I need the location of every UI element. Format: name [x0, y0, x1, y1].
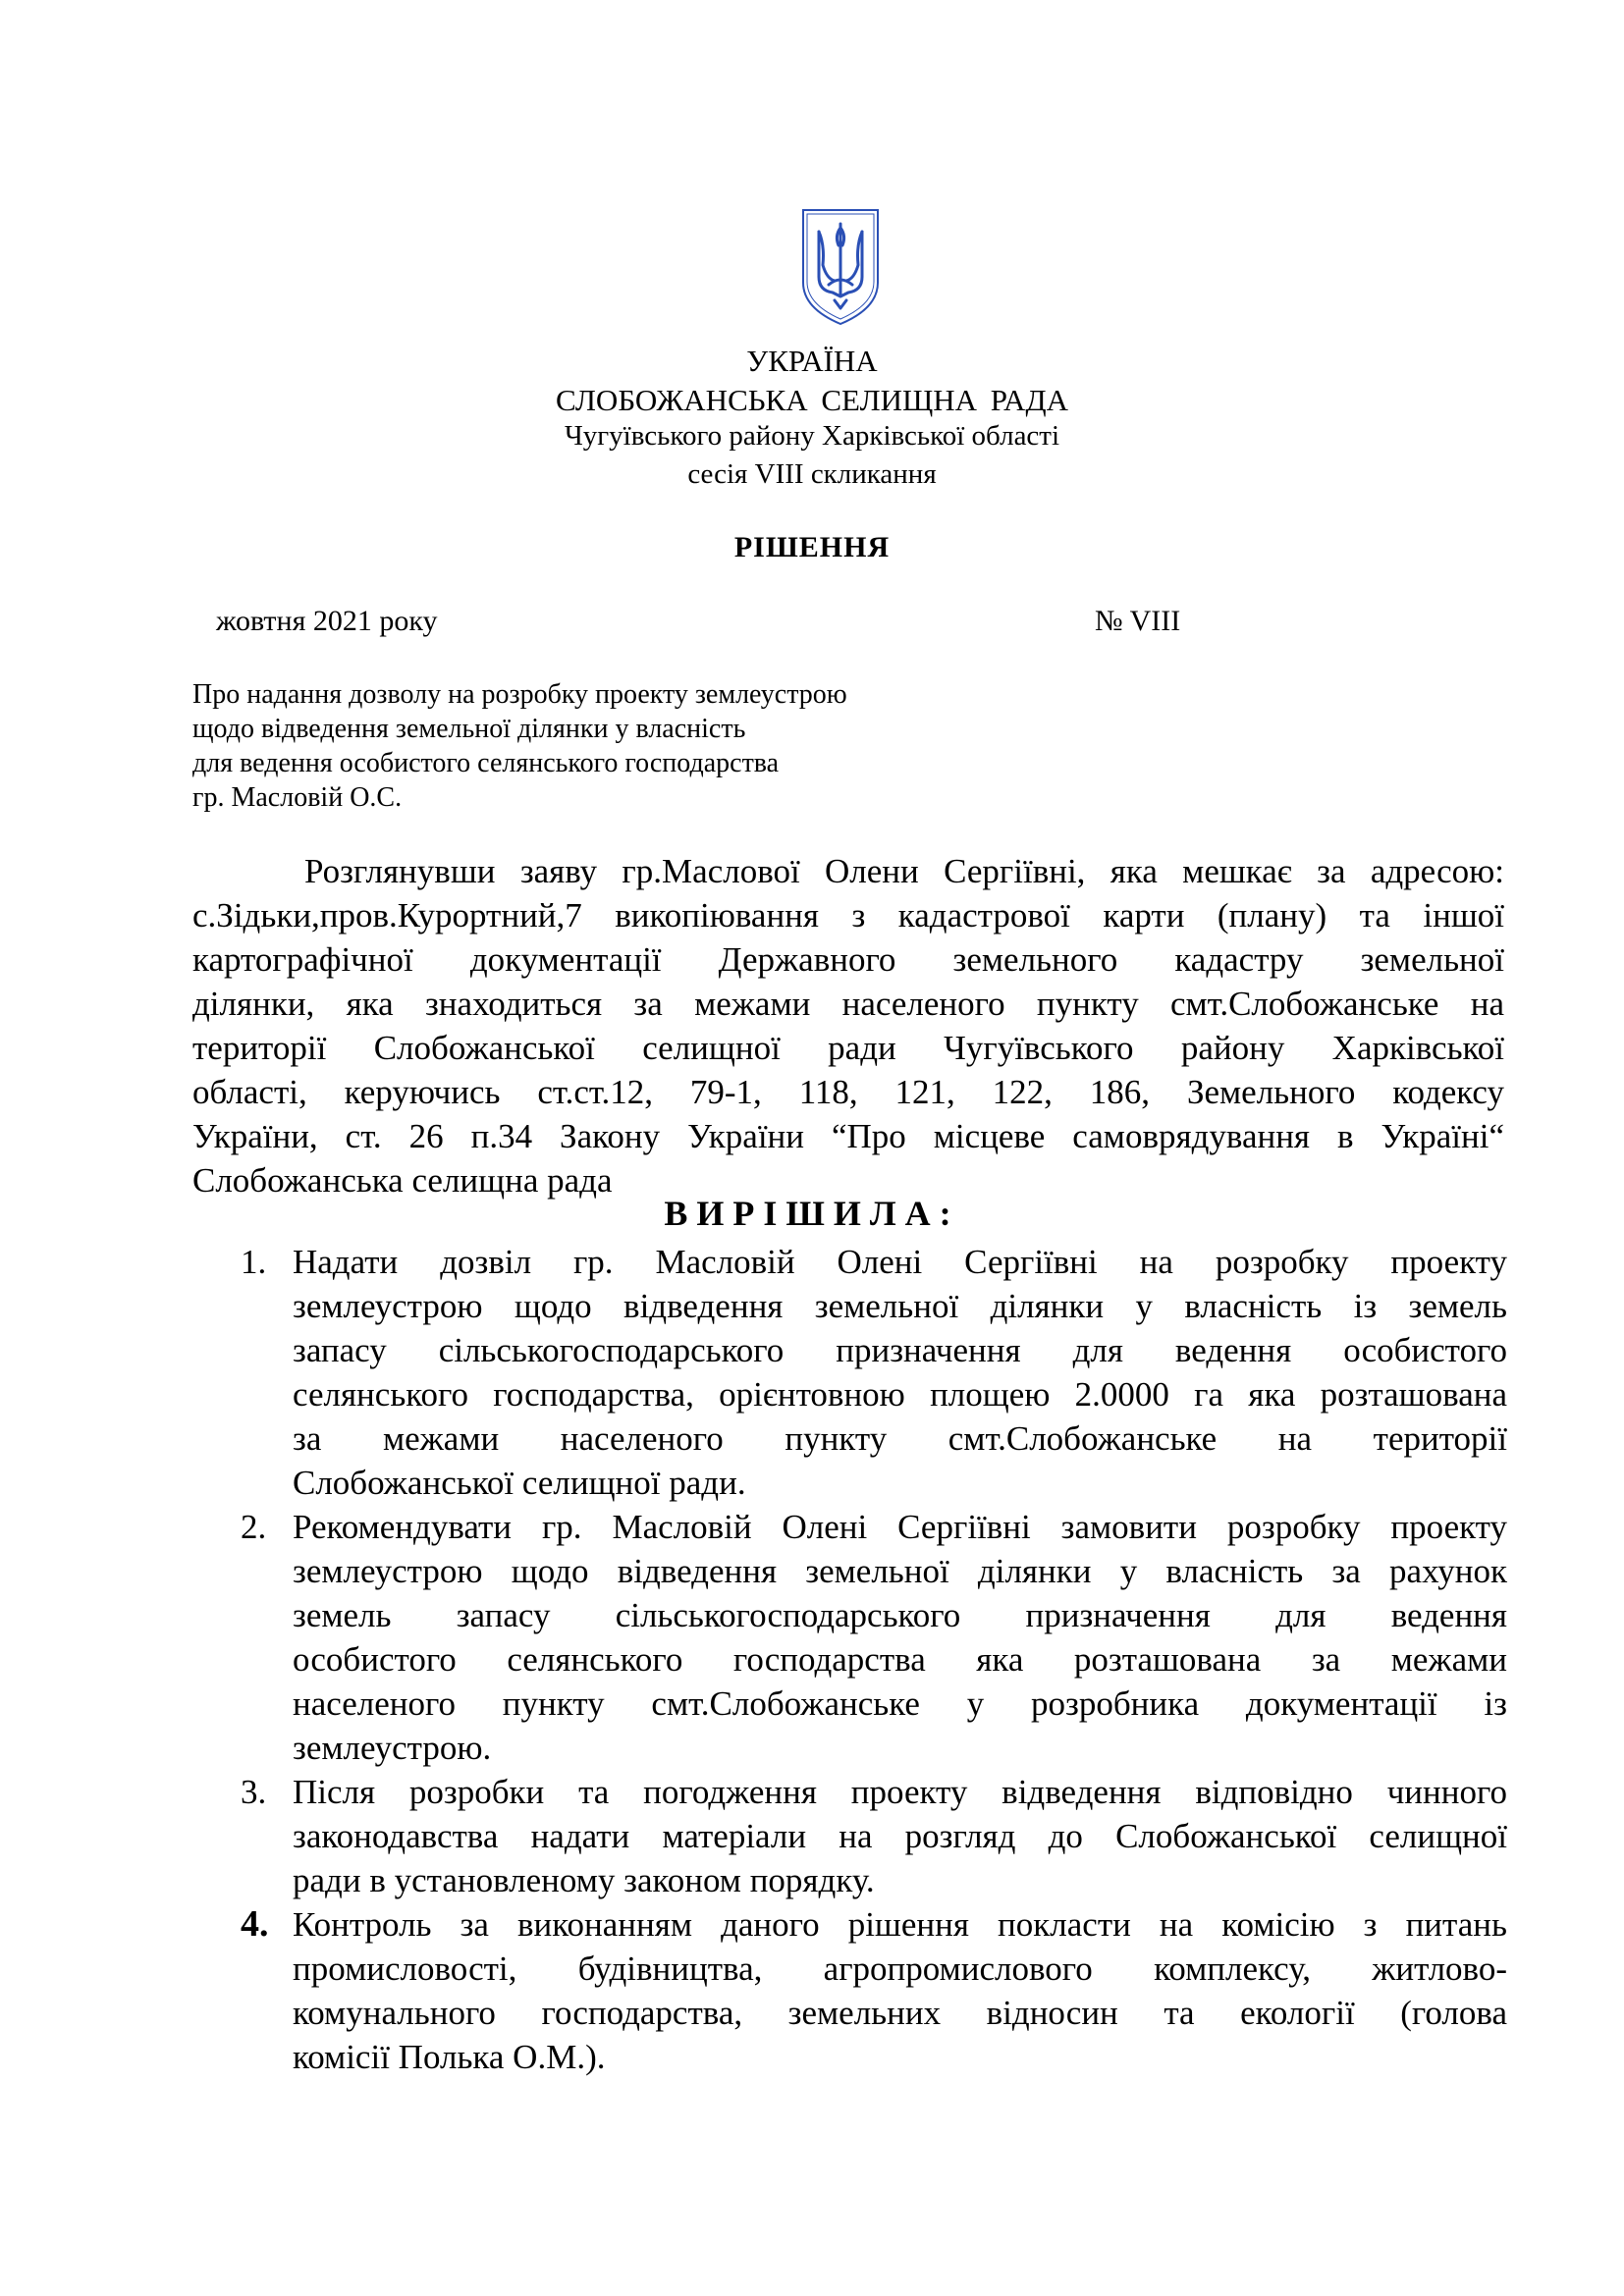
preamble-line: області, керуючись ст.ст.12, 79-1, 118, 121, 122, 186, Земельного кодексу: [192, 1073, 1504, 1111]
decision-item-1: [241, 1240, 1507, 1505]
preamble-line: картографічної документації Державного земельного кадастру земельної: [192, 940, 1504, 979]
item-line: Після розробки та погодження проекту відведення відповідно чинного: [293, 1773, 1507, 1811]
item-line: землеустрою щодо відведення земельної ділянки у власність за рахунок: [293, 1552, 1507, 1590]
subject-line: щодо відведення земельної ділянки у власність: [192, 714, 746, 744]
item-number: 4.: [241, 1903, 269, 1945]
item-line: комунального господарства, земельних відносин та екології (голова: [293, 1994, 1507, 2032]
subject-line: Про надання дозволу на розробку проекту землеустрою: [192, 679, 847, 710]
decision-subject: [192, 677, 1076, 815]
item-line: Контроль за виконанням даного рішення покласти на комісію з питань: [293, 1905, 1507, 1944]
preamble-paragraph: [192, 849, 1504, 1202]
item-number: 1.: [241, 1243, 267, 1281]
preamble-line: Розглянувши заяву гр.Маслової Олени Сергіївні, яка мешкає за адресою:: [304, 852, 1504, 890]
decision-items-list: [241, 1240, 1507, 2079]
coat-of-arms-icon: [799, 206, 882, 328]
item-line: селянського господарства, орієнтовною площею 2.0000 га яка розташована: [293, 1375, 1507, 1414]
preamble-line: с.Зідьки,пров.Курортний,7 викопіювання з кадастрової карти (плану) та іншої: [192, 896, 1504, 934]
preamble-line: території Слобожанської селищної ради Чугуївського району Харківської: [192, 1029, 1504, 1067]
item-line: особистого селянського господарства яка розташована за межами: [293, 1640, 1507, 1679]
header-district: Чугуївського району Харківської області: [564, 420, 1060, 452]
preamble-line: Слобожанська селищна рада: [192, 1161, 613, 1200]
item-line: за межами населеного пункту смт.Слобожанське на території: [293, 1419, 1507, 1458]
item-line: ради в установленому законом порядку.: [293, 1861, 875, 1899]
item-number: 2.: [241, 1508, 267, 1546]
item-line: промисловості, будівництва, агропромислового комплексу, житлово-: [293, 1949, 1507, 1988]
subject-line: для ведення особистого селянського господарства: [192, 748, 780, 778]
item-line: Слобожанської селищної ради.: [293, 1464, 746, 1502]
resolved-heading: ВИРІШИЛА:: [664, 1194, 960, 1233]
header-session: сесія VIII скликання: [687, 458, 937, 490]
item-line: Надати дозвіл гр. Масловій Олені Сергіївні на розробку проекту: [293, 1243, 1507, 1281]
document-type-title: РІШЕННЯ: [733, 531, 891, 563]
item-line: комісії Полька О.М.).: [293, 2038, 606, 2076]
preamble-line: ділянки, яка знаходиться за межами населеного пункту смт.Слобожанське на: [192, 985, 1504, 1023]
decision-item-2: [241, 1505, 1507, 1770]
item-line: населеного пункту смт.Слобожанське у розробника документації із: [293, 1684, 1507, 1723]
decision-item-3: [241, 1770, 1507, 1902]
decision-item-4: [241, 1902, 1507, 2079]
item-line: земель запасу сільськогосподарського призначення для ведення: [293, 1596, 1507, 1634]
item-line: Рекомендувати гр. Масловій Олені Сергіївні замовити розробку проекту: [293, 1508, 1507, 1546]
item-line: землеустрою.: [293, 1729, 492, 1767]
decision-number: № VIII: [1095, 605, 1181, 637]
item-number: 3.: [241, 1773, 267, 1811]
decision-date: жовтня 2021 року: [216, 605, 438, 637]
subject-line: гр. Масловій О.С.: [192, 782, 403, 813]
item-line: землеустрою щодо відведення земельної ділянки у власність із земель: [293, 1287, 1507, 1325]
item-line: законодавства надати матеріали на розгляд до Слобожанської селищної: [293, 1817, 1507, 1855]
preamble-line: України, ст. 26 п.34 Закону України “Про місцеве самоврядування в Україні“: [192, 1117, 1504, 1155]
item-line: запасу сільськогосподарського призначення для ведення особистого: [293, 1331, 1507, 1369]
header-council-name: СЛОБОЖАНСЬКА СЕЛИЩНА РАДА: [556, 383, 1068, 417]
header-country: УКРАЇНА: [746, 344, 878, 378]
